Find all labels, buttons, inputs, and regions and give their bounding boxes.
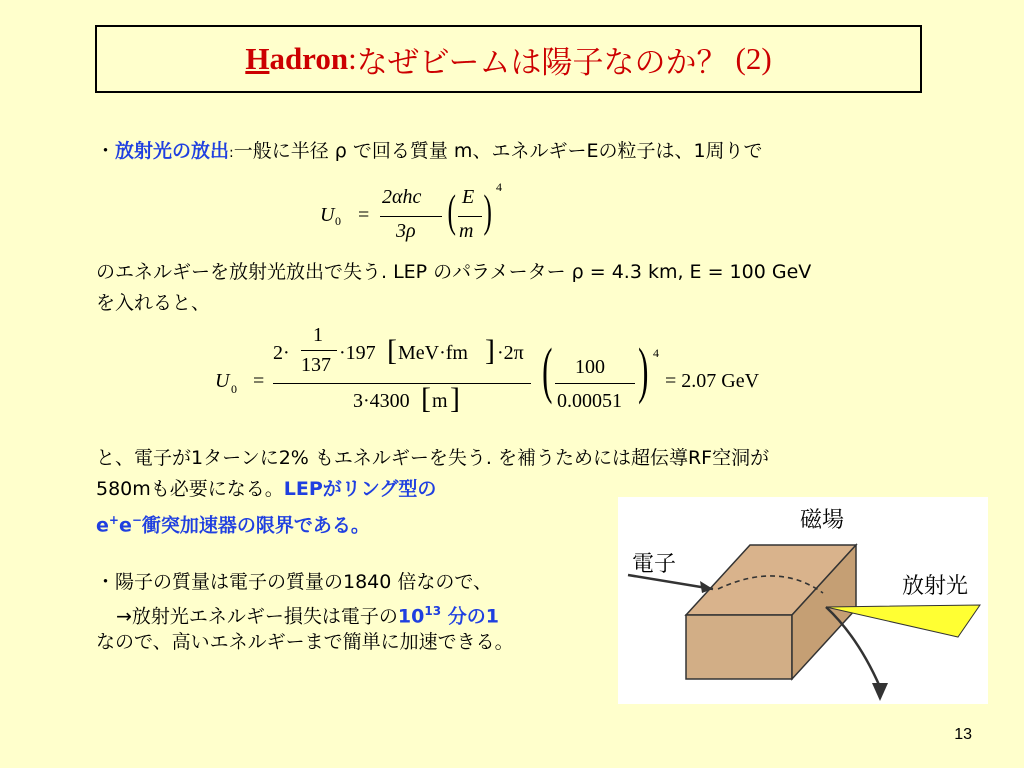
exp-13: 13 — [424, 604, 442, 618]
eq2-two: 2· — [273, 342, 290, 364]
lep-ring-text: LEPがリング型の — [283, 478, 437, 500]
e-plus: e — [96, 514, 109, 537]
eq1-power: 4 — [496, 180, 502, 194]
eq2-result: = 2.07 GeV — [665, 370, 760, 392]
eq2-units: MeV·fm — [398, 342, 468, 364]
eq2-pnum: 100 — [575, 356, 605, 378]
light-label: 放射光 — [902, 574, 969, 599]
lep-params-line2: を入れると、 — [96, 292, 211, 314]
eq1-den: 3ρ — [396, 220, 416, 242]
fraction-text: 分の1 — [441, 605, 499, 628]
eq1-pnum: E — [462, 186, 475, 208]
page-number: 13 — [954, 726, 972, 743]
slide-title — [95, 25, 922, 93]
title-initial: H — [245, 41, 270, 76]
rf-cavity-line: と、電子が1ターンに2% もエネルギーを失う. を補うためには超伝導RF空洞が — [96, 447, 770, 469]
eq2-fden: 137 — [301, 354, 331, 376]
e-minus: e — [118, 514, 132, 537]
sync-label: 放射光の放出 — [115, 140, 230, 162]
sync-text: 一般に半径 ρ で回る質量 m、エネルギーEの粒子は、1周りで — [233, 140, 763, 162]
title-number: (2) — [735, 41, 772, 76]
loss-text: →放射光エネルギー損失は電子の — [116, 605, 398, 628]
equation-lep-numeric: U 0 = 2· 1 137 ·197 [ MeV·fm ] ·2π 3·4300 [ m ] ( 100 0.00051 ) 4 = 2.07 GeV — [215, 324, 760, 415]
energy-loss-line — [116, 599, 499, 628]
bullet: ・ — [96, 140, 116, 162]
acceleration-line: なので、高いエネルギーまで簡単に加速できる。 — [96, 631, 514, 653]
magnet-diagram — [618, 497, 988, 704]
eq2-den-left: 3·4300 — [353, 390, 410, 412]
title-sep: : — [348, 41, 357, 76]
equation-energy-loss: U 0 = 2αhc 3ρ ( E m ) 4 — [320, 180, 502, 242]
collider-limit-line — [96, 508, 370, 537]
eq1-lhs: U — [320, 204, 335, 226]
eq1-lhs-sub: 0 — [335, 214, 341, 228]
colon: : — [229, 145, 234, 161]
rf-text: 580mも必要になる。 — [96, 478, 284, 500]
eq1-pden: m — [459, 220, 474, 242]
eq2-den-unit: m — [432, 390, 448, 412]
sync-intro-line — [96, 139, 763, 165]
title-question: なぜビームは陽子なのか？ — [356, 44, 728, 81]
electron-label: 電子 — [632, 552, 677, 577]
field-label: 磁場 — [800, 508, 845, 533]
ten: 10 — [397, 605, 425, 628]
proton-mass-line: ・陽子の質量は電子の質量の1840 倍なので、 — [96, 571, 493, 593]
eq2-lhs: U — [215, 370, 230, 392]
minus-sup: − — [131, 513, 142, 527]
dipole-magnet-figure — [618, 497, 988, 704]
lep-params-line: のエネルギーを放射光放出で失う. LEP のパラメーター ρ = 4.3 km, E = 100 GeV — [96, 261, 812, 283]
plus-sup: + — [108, 513, 119, 527]
title-word: adron — [269, 41, 349, 76]
eq2-tail: ·2π — [497, 342, 524, 364]
eq2-power: 4 — [653, 346, 659, 360]
eq2-lhs-sub: 0 — [231, 382, 237, 396]
eq2-fnum: 1 — [313, 324, 323, 346]
eq2-pden: 0.00051 — [557, 390, 622, 412]
eq1-num: 2αhc — [382, 186, 422, 208]
rf-cavity-line2 — [96, 477, 436, 501]
eq2-mid: ·197 — [339, 342, 376, 364]
limit-text: 衝突加速器の限界である。 — [141, 514, 370, 537]
